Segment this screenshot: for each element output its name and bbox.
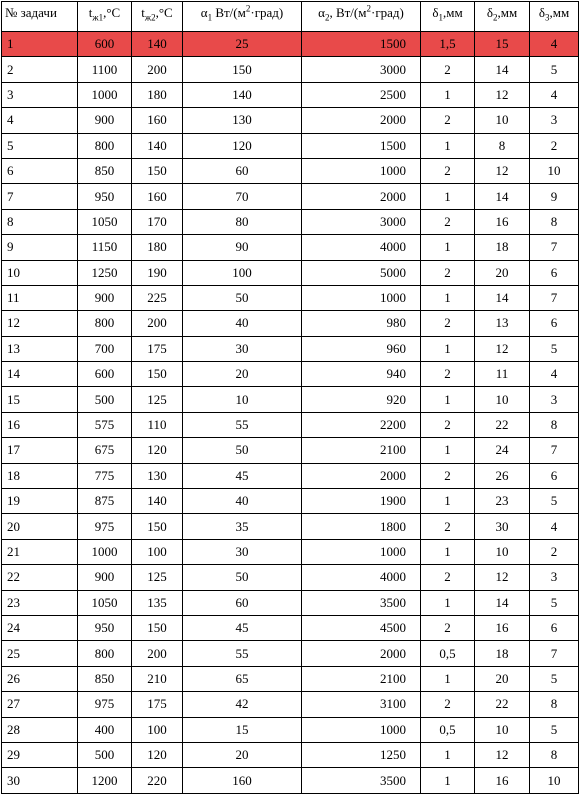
- cell-task-number: 13: [2, 336, 78, 361]
- cell-delta1: 2: [421, 412, 475, 437]
- cell-delta1: 2: [421, 565, 475, 590]
- cell-alpha1: 20: [183, 362, 302, 387]
- cell-delta2: 12: [475, 336, 530, 361]
- cell-alpha2: 2100: [302, 666, 421, 691]
- cell-delta3: 10: [530, 158, 579, 183]
- table-row: [2, 285, 579, 310]
- cell-delta1: 2: [421, 260, 475, 285]
- cell-delta1: 1: [421, 590, 475, 615]
- cell-t1: 850: [78, 158, 132, 183]
- cell-delta1: 1: [421, 489, 475, 514]
- cell-t1: 800: [78, 133, 132, 158]
- cell-delta3: 4: [530, 82, 579, 107]
- table-row: [2, 235, 579, 260]
- cell-alpha1: 50: [183, 438, 302, 463]
- cell-delta1: 1: [421, 742, 475, 767]
- cell-t2: 200: [132, 641, 183, 666]
- cell-task-number: 15: [2, 387, 78, 412]
- cell-t1: 1150: [78, 235, 132, 260]
- cell-t2: 110: [132, 412, 183, 437]
- cell-delta2: 22: [475, 412, 530, 437]
- cell-delta2: 10: [475, 717, 530, 742]
- cell-alpha1: 55: [183, 412, 302, 437]
- table-row: [2, 57, 579, 82]
- cell-delta1: 1: [421, 666, 475, 691]
- cell-delta1: 1: [421, 336, 475, 361]
- cell-alpha2: 4000: [302, 235, 421, 260]
- cell-t2: 150: [132, 615, 183, 640]
- cell-task-number: 22: [2, 565, 78, 590]
- cell-t1: 950: [78, 615, 132, 640]
- cell-alpha2: 940: [302, 362, 421, 387]
- cell-t2: 120: [132, 438, 183, 463]
- cell-delta3: 7: [530, 235, 579, 260]
- cell-delta1: 2: [421, 311, 475, 336]
- table-row: [2, 209, 579, 234]
- cell-alpha1: 55: [183, 641, 302, 666]
- cell-alpha2: 1500: [302, 32, 421, 57]
- cell-delta2: 10: [475, 539, 530, 564]
- cell-alpha2: 1500: [302, 133, 421, 158]
- cell-t2: 100: [132, 717, 183, 742]
- cell-t2: 125: [132, 387, 183, 412]
- cell-t2: 100: [132, 539, 183, 564]
- cell-delta2: 12: [475, 158, 530, 183]
- cell-t2: 125: [132, 565, 183, 590]
- cell-delta2: 16: [475, 768, 530, 793]
- cell-delta3: 5: [530, 489, 579, 514]
- cell-task-number: 18: [2, 463, 78, 488]
- cell-alpha2: 3100: [302, 692, 421, 717]
- cell-task-number: 9: [2, 235, 78, 260]
- table-row: [2, 514, 579, 539]
- cell-delta1: 1: [421, 133, 475, 158]
- cell-t2: 200: [132, 57, 183, 82]
- cell-task-number: 20: [2, 514, 78, 539]
- cell-task-number: 10: [2, 260, 78, 285]
- cell-t2: 160: [132, 184, 183, 209]
- header-row: [2, 2, 579, 32]
- cell-alpha2: 3500: [302, 590, 421, 615]
- cell-delta2: 10: [475, 108, 530, 133]
- cell-delta2: 14: [475, 184, 530, 209]
- cell-delta1: 1: [421, 285, 475, 310]
- cell-alpha1: 80: [183, 209, 302, 234]
- table-row: [2, 615, 579, 640]
- cell-t2: 140: [132, 133, 183, 158]
- cell-alpha1: 100: [183, 260, 302, 285]
- cell-delta1: 1: [421, 82, 475, 107]
- cell-delta2: 22: [475, 692, 530, 717]
- cell-delta3: 6: [530, 260, 579, 285]
- cell-alpha2: 5000: [302, 260, 421, 285]
- header-alpha2: $\alpha_2$, $Вт/(м^2\cdot град)$: [302, 2, 421, 32]
- header-t1: $t_{ж1},^\circ С$: [78, 2, 132, 32]
- cell-delta2: 24: [475, 438, 530, 463]
- cell-t1: 975: [78, 692, 132, 717]
- header-task-number: № задачи: [2, 2, 78, 32]
- cell-alpha1: 130: [183, 108, 302, 133]
- cell-delta3: 8: [530, 412, 579, 437]
- cell-delta1: 2: [421, 692, 475, 717]
- cell-t1: 1200: [78, 768, 132, 793]
- cell-delta1: 1: [421, 235, 475, 260]
- cell-delta2: 14: [475, 57, 530, 82]
- cell-delta3: 8: [530, 692, 579, 717]
- cell-alpha1: 45: [183, 463, 302, 488]
- table-row: [2, 742, 579, 767]
- cell-delta3: 3: [530, 387, 579, 412]
- cell-task-number: 30: [2, 768, 78, 793]
- cell-delta3: 6: [530, 615, 579, 640]
- cell-t1: 400: [78, 717, 132, 742]
- cell-task-number: 4: [2, 108, 78, 133]
- cell-task-number: 24: [2, 615, 78, 640]
- header-t2: $t_{ж2},^\circ С$: [132, 2, 183, 32]
- table-row: [2, 362, 579, 387]
- cell-t1: 1000: [78, 539, 132, 564]
- cell-delta1: 0,5: [421, 717, 475, 742]
- cell-alpha1: 50: [183, 285, 302, 310]
- cell-alpha2: 3500: [302, 768, 421, 793]
- cell-alpha1: 35: [183, 514, 302, 539]
- cell-alpha1: 42: [183, 692, 302, 717]
- cell-t1: 500: [78, 742, 132, 767]
- cell-alpha1: 65: [183, 666, 302, 691]
- cell-delta3: 2: [530, 133, 579, 158]
- table-row: [2, 666, 579, 691]
- cell-task-number: 27: [2, 692, 78, 717]
- cell-delta1: 2: [421, 158, 475, 183]
- header-delta2: $\delta_2,мм$: [475, 2, 530, 32]
- cell-delta1: 1,5: [421, 32, 475, 57]
- cell-alpha1: 90: [183, 235, 302, 260]
- cell-delta2: 16: [475, 209, 530, 234]
- cell-task-number: 11: [2, 285, 78, 310]
- cell-delta3: 2: [530, 539, 579, 564]
- cell-t2: 170: [132, 209, 183, 234]
- cell-delta2: 30: [475, 514, 530, 539]
- table-row: [2, 565, 579, 590]
- cell-t2: 135: [132, 590, 183, 615]
- cell-alpha2: 2000: [302, 641, 421, 666]
- cell-t1: 1050: [78, 590, 132, 615]
- cell-delta1: 2: [421, 514, 475, 539]
- cell-alpha1: 120: [183, 133, 302, 158]
- cell-t2: 130: [132, 463, 183, 488]
- cell-task-number: 19: [2, 489, 78, 514]
- cell-delta3: 7: [530, 438, 579, 463]
- cell-t2: 180: [132, 235, 183, 260]
- cell-task-number: 2: [2, 57, 78, 82]
- cell-alpha2: 3000: [302, 209, 421, 234]
- cell-alpha2: 2100: [302, 438, 421, 463]
- cell-delta3: 8: [530, 209, 579, 234]
- cell-alpha2: 1000: [302, 539, 421, 564]
- table-row: [2, 387, 579, 412]
- cell-delta2: 12: [475, 82, 530, 107]
- cell-alpha2: 4500: [302, 615, 421, 640]
- cell-delta2: 12: [475, 742, 530, 767]
- header-delta3: $\delta_3,мм$: [530, 2, 579, 32]
- cell-delta2: 15: [475, 32, 530, 57]
- cell-delta2: 12: [475, 565, 530, 590]
- header-alpha1: $\alpha_1$ $Вт/(м^2\cdot град)$: [183, 2, 302, 32]
- cell-delta3: 7: [530, 641, 579, 666]
- cell-t2: 190: [132, 260, 183, 285]
- cell-t1: 975: [78, 514, 132, 539]
- cell-alpha2: 2000: [302, 184, 421, 209]
- cell-alpha2: 920: [302, 387, 421, 412]
- cell-t1: 900: [78, 108, 132, 133]
- cell-delta3: 3: [530, 108, 579, 133]
- cell-alpha2: 2500: [302, 82, 421, 107]
- cell-alpha2: 1000: [302, 717, 421, 742]
- cell-delta1: 2: [421, 108, 475, 133]
- cell-t2: 150: [132, 362, 183, 387]
- cell-alpha2: 1000: [302, 158, 421, 183]
- table-row: [2, 489, 579, 514]
- cell-delta2: 10: [475, 387, 530, 412]
- cell-t1: 900: [78, 565, 132, 590]
- table-row: [2, 768, 579, 793]
- cell-alpha1: 40: [183, 489, 302, 514]
- cell-t2: 175: [132, 692, 183, 717]
- cell-delta1: 1: [421, 768, 475, 793]
- cell-alpha1: 45: [183, 615, 302, 640]
- cell-task-number: 25: [2, 641, 78, 666]
- cell-task-number: 14: [2, 362, 78, 387]
- cell-delta2: 18: [475, 641, 530, 666]
- cell-t2: 220: [132, 768, 183, 793]
- table-row: [2, 539, 579, 564]
- cell-t1: 600: [78, 362, 132, 387]
- cell-delta1: 2: [421, 362, 475, 387]
- cell-alpha2: 2000: [302, 463, 421, 488]
- cell-t2: 160: [132, 108, 183, 133]
- cell-delta3: 5: [530, 590, 579, 615]
- cell-t2: 175: [132, 336, 183, 361]
- cell-t1: 1000: [78, 82, 132, 107]
- cell-task-number: 1: [2, 32, 78, 57]
- cell-t1: 1250: [78, 260, 132, 285]
- cell-alpha1: 40: [183, 311, 302, 336]
- cell-t1: 800: [78, 641, 132, 666]
- cell-t1: 675: [78, 438, 132, 463]
- cell-task-number: 8: [2, 209, 78, 234]
- cell-delta2: 14: [475, 590, 530, 615]
- cell-t2: 150: [132, 514, 183, 539]
- cell-task-number: 26: [2, 666, 78, 691]
- cell-alpha1: 60: [183, 158, 302, 183]
- cell-t2: 200: [132, 311, 183, 336]
- cell-alpha1: 25: [183, 32, 302, 57]
- table-row: [2, 133, 579, 158]
- cell-delta3: 4: [530, 32, 579, 57]
- cell-delta3: 9: [530, 184, 579, 209]
- cell-t1: 575: [78, 412, 132, 437]
- cell-t1: 700: [78, 336, 132, 361]
- cell-task-number: 28: [2, 717, 78, 742]
- cell-t2: 225: [132, 285, 183, 310]
- cell-task-number: 6: [2, 158, 78, 183]
- cell-task-number: 16: [2, 412, 78, 437]
- cell-delta2: 20: [475, 666, 530, 691]
- cell-alpha2: 4000: [302, 565, 421, 590]
- table-row: [2, 412, 579, 437]
- table-row: [2, 108, 579, 133]
- cell-delta3: 5: [530, 57, 579, 82]
- cell-delta1: 1: [421, 387, 475, 412]
- cell-task-number: 7: [2, 184, 78, 209]
- cell-delta1: 1: [421, 539, 475, 564]
- cell-delta2: 16: [475, 615, 530, 640]
- table-row: [2, 438, 579, 463]
- table-row: [2, 260, 579, 285]
- cell-t1: 1050: [78, 209, 132, 234]
- cell-delta1: 0,5: [421, 641, 475, 666]
- tasks-table: [1, 1, 579, 794]
- table-row: [2, 32, 579, 57]
- cell-delta2: 8: [475, 133, 530, 158]
- table-row: [2, 82, 579, 107]
- cell-alpha1: 50: [183, 565, 302, 590]
- cell-alpha1: 30: [183, 539, 302, 564]
- cell-delta1: 2: [421, 57, 475, 82]
- cell-alpha1: 15: [183, 717, 302, 742]
- cell-delta1: 2: [421, 463, 475, 488]
- cell-delta3: 7: [530, 285, 579, 310]
- cell-delta3: 10: [530, 768, 579, 793]
- cell-task-number: 17: [2, 438, 78, 463]
- header-delta1: $\delta_1,мм$: [421, 2, 475, 32]
- table-row: [2, 158, 579, 183]
- cell-delta1: 2: [421, 615, 475, 640]
- cell-alpha2: 1000: [302, 285, 421, 310]
- table-row: [2, 590, 579, 615]
- cell-task-number: 29: [2, 742, 78, 767]
- cell-alpha2: 1900: [302, 489, 421, 514]
- cell-alpha1: 10: [183, 387, 302, 412]
- cell-t1: 600: [78, 32, 132, 57]
- cell-t2: 150: [132, 158, 183, 183]
- cell-alpha2: 1250: [302, 742, 421, 767]
- cell-task-number: 5: [2, 133, 78, 158]
- cell-alpha1: 30: [183, 336, 302, 361]
- cell-delta2: 18: [475, 235, 530, 260]
- cell-delta3: 4: [530, 362, 579, 387]
- cell-delta3: 6: [530, 463, 579, 488]
- cell-t1: 875: [78, 489, 132, 514]
- cell-t1: 850: [78, 666, 132, 691]
- cell-task-number: 21: [2, 539, 78, 564]
- cell-alpha2: 3000: [302, 57, 421, 82]
- cell-delta2: 20: [475, 260, 530, 285]
- cell-alpha1: 140: [183, 82, 302, 107]
- table-row: [2, 184, 579, 209]
- cell-alpha1: 60: [183, 590, 302, 615]
- cell-delta2: 23: [475, 489, 530, 514]
- table-row: [2, 311, 579, 336]
- cell-alpha1: 150: [183, 57, 302, 82]
- cell-t2: 140: [132, 489, 183, 514]
- cell-delta3: 5: [530, 717, 579, 742]
- cell-delta1: 1: [421, 438, 475, 463]
- cell-t1: 800: [78, 311, 132, 336]
- cell-alpha2: 1800: [302, 514, 421, 539]
- cell-alpha2: 980: [302, 311, 421, 336]
- cell-alpha1: 20: [183, 742, 302, 767]
- cell-alpha2: 2000: [302, 108, 421, 133]
- cell-t1: 775: [78, 463, 132, 488]
- table-row: [2, 463, 579, 488]
- cell-t1: 950: [78, 184, 132, 209]
- cell-task-number: 12: [2, 311, 78, 336]
- cell-alpha1: 160: [183, 768, 302, 793]
- cell-task-number: 23: [2, 590, 78, 615]
- cell-alpha1: 70: [183, 184, 302, 209]
- table-row: [2, 717, 579, 742]
- cell-task-number: 3: [2, 82, 78, 107]
- cell-alpha2: 2200: [302, 412, 421, 437]
- cell-delta3: 5: [530, 666, 579, 691]
- cell-delta3: 8: [530, 742, 579, 767]
- cell-t2: 180: [132, 82, 183, 107]
- table-row: [2, 692, 579, 717]
- cell-delta2: 26: [475, 463, 530, 488]
- cell-t1: 500: [78, 387, 132, 412]
- cell-alpha2: 960: [302, 336, 421, 361]
- cell-t2: 210: [132, 666, 183, 691]
- table-row: [2, 336, 579, 361]
- cell-t1: 1100: [78, 57, 132, 82]
- cell-delta3: 3: [530, 565, 579, 590]
- cell-t2: 140: [132, 32, 183, 57]
- cell-t2: 120: [132, 742, 183, 767]
- cell-t1: 900: [78, 285, 132, 310]
- cell-delta2: 13: [475, 311, 530, 336]
- cell-delta2: 11: [475, 362, 530, 387]
- cell-delta3: 6: [530, 311, 579, 336]
- cell-delta3: 4: [530, 514, 579, 539]
- cell-delta3: 5: [530, 336, 579, 361]
- table-row: [2, 641, 579, 666]
- cell-delta2: 14: [475, 285, 530, 310]
- cell-delta1: 1: [421, 184, 475, 209]
- cell-delta1: 2: [421, 209, 475, 234]
